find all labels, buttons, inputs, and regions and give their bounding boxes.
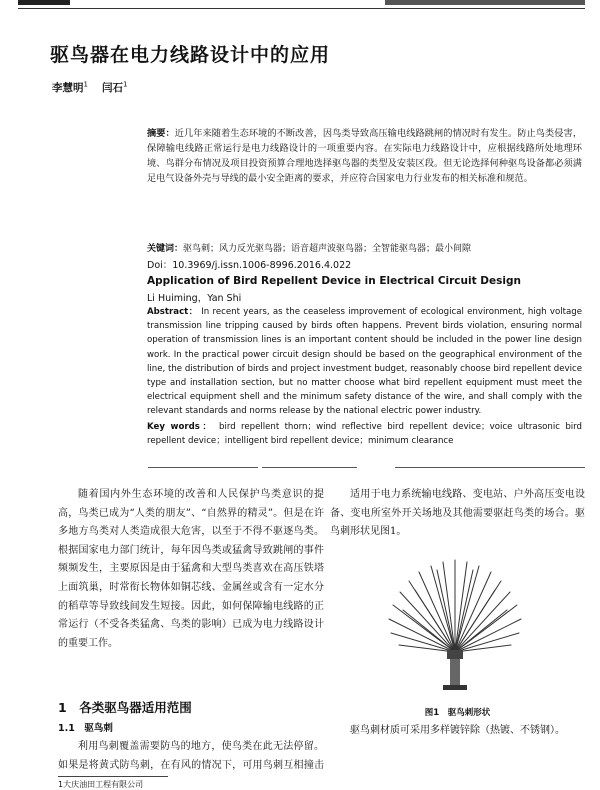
keywords-cn <box>147 242 582 257</box>
header-mark-left <box>18 0 70 5</box>
subsection-heading: 1.1 驱鸟刺 <box>58 723 113 734</box>
page-header-bar <box>0 0 600 10</box>
english-authors: Li Huiming，Yan Shi <box>147 293 242 304</box>
keywords-cn-text: 驱鸟刺；风力反光驱鸟器；语音超声波驱鸟器；全智能驱鸟器；最小间隙 <box>183 244 472 254</box>
keywords-en-label: Key words： <box>147 422 214 432</box>
body-paragraph: 适用于电力系统输电线路、变电站、户外高压变电设备、变电所室外开关场地及其他需要驱赶鸟类的场合。驱鸟刺形状见图1。 <box>330 489 585 538</box>
author-2-affiliation: 1 <box>122 80 128 89</box>
english-title: Application of Bird Repellent Device in Electrical Circuit Design <box>147 275 521 287</box>
bird-repellent-thorn-figure <box>385 550 525 700</box>
separator-rule <box>148 467 258 468</box>
section-heading: 1 各类驱鸟器适用范围 <box>58 700 192 715</box>
abstract-en-label: Abstract： <box>147 307 198 317</box>
author-2: 闫石 <box>101 82 123 94</box>
keywords-cn-label: 关键词： <box>147 244 184 254</box>
abstract-en <box>147 305 582 419</box>
header-mark-right <box>385 0 585 5</box>
authors <box>52 80 127 95</box>
footnote-rule <box>58 776 168 777</box>
body-paragraph: 利用鸟刺覆盖需要防鸟的地方，使鸟类在此无法停留。如果是将黄式防鸟刺，在有风的情况下，可用鸟刺互相撞击 <box>58 741 324 771</box>
subsection-body <box>58 738 324 775</box>
footnote: 1大庆油田工程有限公司 <box>58 780 144 789</box>
abstract-cn-label: 摘要： <box>147 128 175 139</box>
header-rule <box>18 8 585 9</box>
author-1: 李慧明 <box>52 82 84 94</box>
keywords-en-text: bird repellent thorn；wind reflective bird repellent device；voice ultrasonic bird repellent device；intelligent bird repellent device；minimum clearance <box>147 422 582 447</box>
abstract-en-text: In recent years, as the ceaseless improvement of ecological environment, high voltage transmission line tripping caused by birds often happens. Prevent birds violation, ensuring normal operation of transmission lines is an important content should be included in the power line design work. In the practical power circuit design should be based on the geographical environment of the line, the distribution of birds and project investment budget, reasonably choose bird repellent device type and installation section, but no matter choose what bird repellent equipment must meet the electrical equipment shell and the minimum safety distance of the wire, and shall comply with the relevant standards and norms release by the national electric power industry. <box>147 307 582 417</box>
separator-rule <box>395 467 585 468</box>
body-paragraph: 驱鸟刺材质可采用多样镀锌除（热镀、不锈钢）。 <box>350 725 565 736</box>
body-right-column <box>330 486 585 542</box>
doi: Doi：10.3969/j.issn.1006-8996.2016.4.022 <box>147 260 352 271</box>
separator-rule <box>262 467 357 468</box>
abstract-cn <box>147 126 582 230</box>
keywords-en <box>147 420 582 452</box>
body-paragraph: 随着国内外生态环境的改善和人民保护鸟类意识的提高，鸟类已成为“人类的朋友”、“自然界的精灵”。但是在许多地方鸟类对人类造成很大危害，以至于不得不驱逐鸟类。根据国家电力部门统计，每年因鸟类或猛禽导致跳闸的事件频频发生，主要原因是由于猛禽和大型鸟类喜欢在高压铁塔上面筑巢，时常衔长物体如铜芯线、金属丝或含有一定水分的稻草等导致线间发生短接。因此，如何保障输电线路的正常运行（不受各类猛禽、鸟类的影响）已成为电力线路设计的重要工作。 <box>58 489 324 649</box>
abstract-cn-text: 近几年来随着生态环境的不断改善，因鸟类导致高压输电线路跳闸的情况时有发生。防止鸟类侵害，保障输电线路正常运行是电力线路设计的一项重要内容。在实际电力线路设计中，应根据线路所处地理环境、鸟群分布情况及项目投资预算合理地选择驱鸟器的类型及安装区段。但无论选择何种驱鸟设备都必须满足电气设备外壳与导线的最小安全距离的要求，并应符合国家电力行业发布的相关标准和规范。 <box>147 128 582 184</box>
paper-title: 驱鸟器在电力线路设计中的应用 <box>50 44 331 66</box>
body-left-column <box>58 486 324 682</box>
figure-caption: 图1 驱鸟刺形状 <box>424 708 491 718</box>
author-1-affiliation: 1 <box>83 80 88 89</box>
figure-description <box>330 722 588 759</box>
